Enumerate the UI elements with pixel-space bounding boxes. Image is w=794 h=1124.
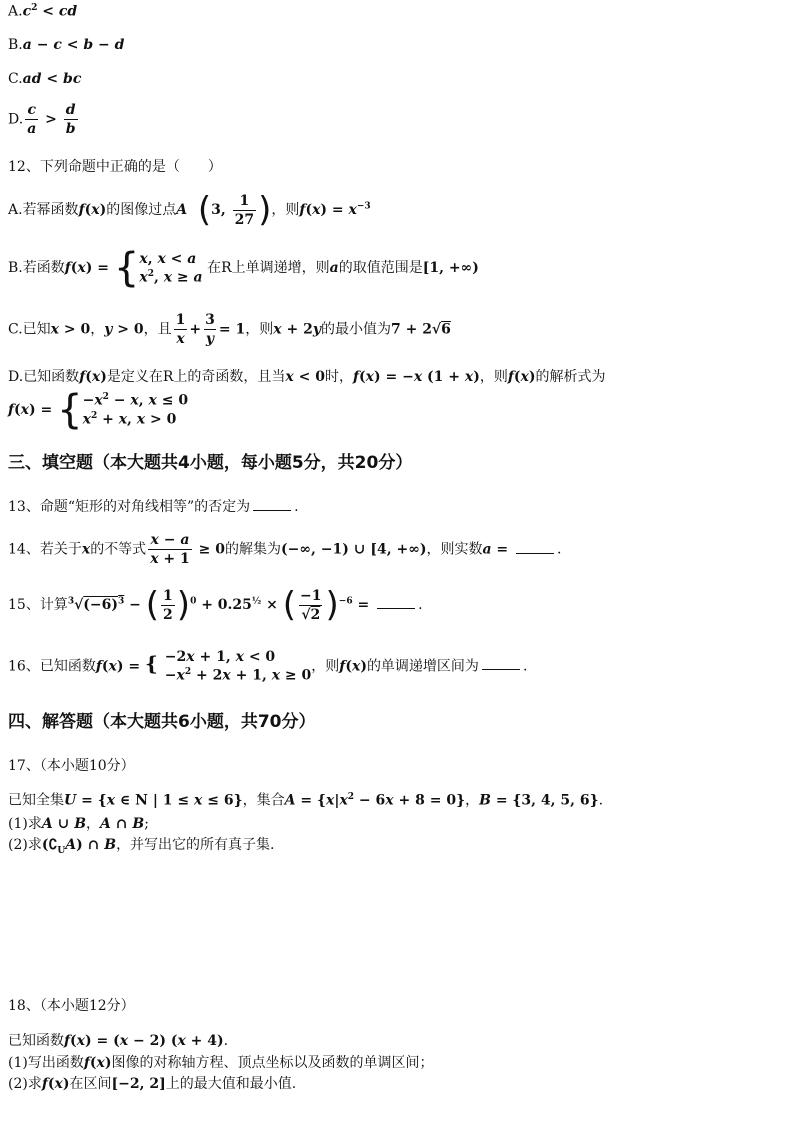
section-3-title: 三、填空题（本大题共4小题，每小题5分，共20分） (8, 453, 413, 473)
q12-option-c: C.已知x > 0，y > 0，且 $\frac{1}{x}$ + $\frac{3}{y}$ = 1，则x + 2y的最小值为7 + 2√6 (8, 312, 451, 347)
q17-header: 17、（本小题10分） (8, 758, 135, 774)
option-d-prev: D. $\frac{c}{a}$ > $\frac{d}{b}$ (8, 102, 76, 137)
q12-option-d-formula: f(x) = { $-x^2 - x$, x ≤ 0 $x^2 + x$, x > 0 (8, 387, 189, 433)
option-b-prev: B.a − c < b − d (8, 37, 125, 53)
q18-header: 18、（本小题12分） (8, 998, 135, 1014)
q12-option-b: B.若函数f(x) = { x, x < a $x^2$, x ≥ a 在R上单调递增，则a的取值范围是[1, +∞) (8, 245, 479, 291)
answer-blank (253, 510, 291, 511)
option-c-prev: C.ad < bc (8, 71, 82, 87)
answer-blank (516, 553, 554, 554)
q16: 16、已知函数f(x) = { −2x + 1, x < 0 $-x^2 + 2x + 1$, x ≥ 0 ，则f(x)的单调递增区间为 . (8, 649, 528, 684)
q18-stem: 已知函数f(x) = (x − 2) (x + 4). (8, 1033, 229, 1049)
option-label: C. (8, 71, 23, 87)
q12-option-d: D.已知函数f(x)是定义在R上的奇函数，且当x < 0时，f(x) = −x (1 + x)，则f(x)的解析式为 (8, 369, 606, 385)
option-label: A. (8, 3, 23, 20)
section-4-title: 四、解答题（本大题共6小题，共70分） (8, 712, 316, 732)
answer-blank (377, 608, 415, 609)
q14: 14、若关于x的不等式 $\frac{x - a}{x + 1}$ ≥ 0的解集为(−∞, −1) ∪ [4, +∞)，则实数a = . (8, 532, 562, 567)
answer-blank (482, 669, 520, 670)
q18-part2: (2)求f(x)在区间[−2, 2]上的最大值和最小值. (8, 1076, 297, 1092)
q12-stem: 12、下列命题中正确的是（ ） (8, 159, 222, 175)
q17-part1: (1)求A ∪ B，A ∩ B; (8, 816, 149, 832)
q15: 15、计算$^3√(-6)^3$ − ( $\frac{1}{2}$ )$^0 + 0.25^{\frac{1}{2}}$ × ( $\frac{-1}{√2}$ )$^{-6}$ = . (8, 585, 423, 625)
q18-part1: (1)写出函数f(x)图像的对称轴方程、顶点坐标以及函数的单调区间； (8, 1055, 434, 1071)
option-label: D. (8, 111, 24, 128)
q12-option-a: A.若幂函数f(x)的图像过点A (3, $\frac{1}{27}$ )，则$f(x) = x^{-3}$ (8, 190, 371, 230)
q17-stem: 已知全集U = {x ∈ N | 1 ≤ x ≤ 6}，集合$A = \{x|x^2 - 6x + 8 = 0\}$，B = {3, 4, 5, 6}. (8, 792, 604, 809)
option-a-prev: $A.c^2$ < cd (8, 3, 78, 20)
option-label: B. (8, 37, 23, 53)
q17-part2: (2)求$(∁_UA)$ ∩ B，并写出它的所有真子集. (8, 837, 275, 856)
q13: 13、命题“矩形的对角线相等”的否定为 . (8, 499, 299, 515)
